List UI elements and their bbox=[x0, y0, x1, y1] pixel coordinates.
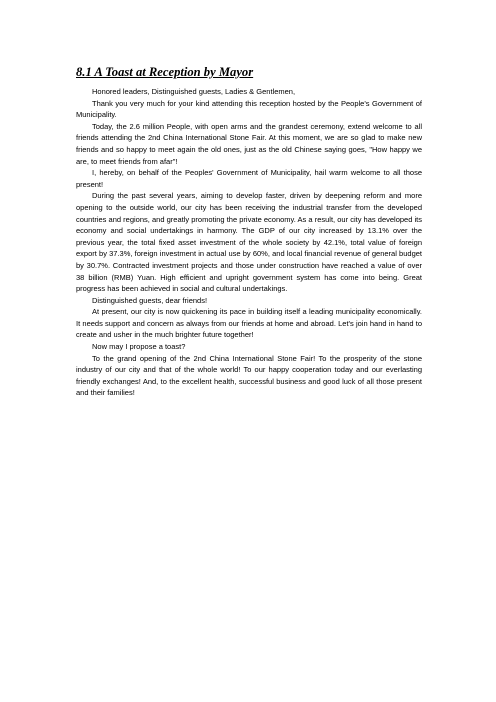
document-title: 8.1 A Toast at Reception by Mayor bbox=[76, 65, 254, 79]
paragraph-present: At present, our city is now quickening its pace in building itself a leading municipality economically. It needs support and concern as always from our friends at home and abroad. Let's join hand in hand to create and usher in the much brighter future together! bbox=[76, 307, 422, 340]
paragraph-propose-toast: Now may I propose a toast? bbox=[92, 342, 186, 352]
paragraph-salutation: Honored leaders, Distinguished guests, Ladies & Gentlemen, bbox=[92, 87, 296, 96]
paragraph-address-guests: Distinguished guests, dear friends! bbox=[92, 295, 208, 305]
paragraph-hail: I, hereby, on behalf of the Peoples' Government of Municipality, hail warm welcome to all those present! bbox=[76, 168, 422, 189]
paragraph-development: During the past several years, aiming to develop faster, driven by deepening reform and more opening to the outside world, our city has been receiving the industrial transfer from the developed countries and regions, and greatly promoting the private economy. As a result, our city has developed its economy and social undertakings in harmony. The GDP of our city increased by 13.1% over the previous year, the total fixed asset investment of the whole society by 42.1%, total value of foreign export by 37.3%, foreign investment in actual use by 60%, and local financial revenue of general budget by 30.7%. Contracted investment projects and those under construction have reached a value of over 38 billion (RMB) Yuan. High efficient and upright government system has come into being. Great progress has been achieved in social and cultural undertakings. bbox=[76, 191, 422, 294]
paragraph-welcome: Today, the 2.6 million People, with open arms and the grandest ceremony, extend welcome to all friends attending the 2nd China International Stone Fair. At this moment, we are so glad to make new friends and so happy to meet again the old ones, just as the old Chinese saying goes, "How happy we are, to meet friends from afar"! bbox=[76, 121, 422, 166]
paragraph-thanks: Thank you very much for your kind attending this reception hosted by the People's Government of Municipality. bbox=[76, 98, 422, 120]
document-page bbox=[76, 64, 422, 399]
paragraph-toast: To the grand opening of the 2nd China International Stone Fair! To the prosperity of the stone industry of our city and that of the whole world! To our happy cooperation today and our everlasting friendly exchanges! And, to the excellent health, successful business and good luck of all those present and their families! bbox=[76, 353, 422, 398]
